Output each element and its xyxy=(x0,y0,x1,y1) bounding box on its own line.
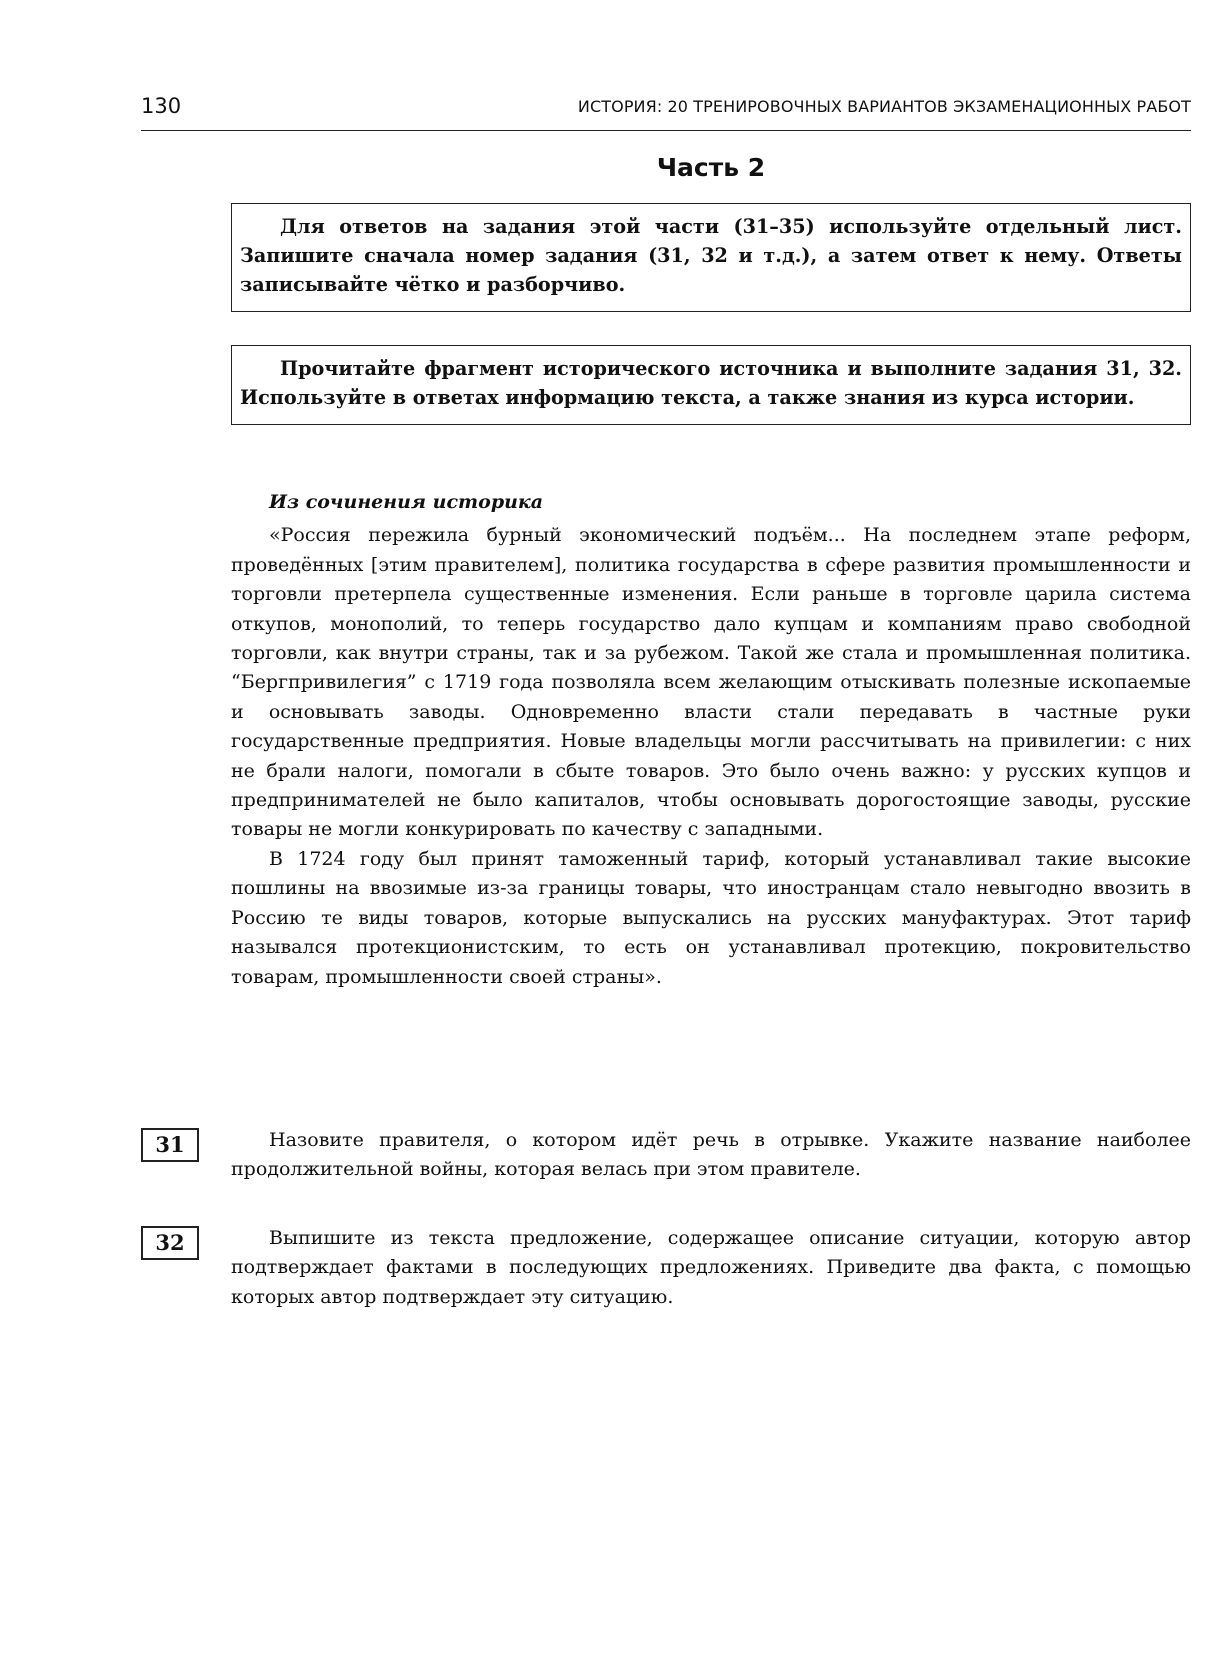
source-paragraph: «Россия пережила бурный экономический подъём... На последнем этапе реформ, проведённых [этим правителем], политика государства в сфере развития промышленности и торговли претерпела существенные изменения. Если раньше в торговле царила система откупов, монополий, то теперь государство дало купцам и компаниям право свободной торговли, как внутри страны, так и за рубежом. Такой же стала и промышленная политика. “Бергпривилегия” с 1719 года позволяла всем желающим отыскивать полезные ископаемые и основывать заводы. Одновременно власти стали передавать в частные руки государственные предприятия. Новые владельцы могли рассчитывать на привилегии: с них не брали налоги, помогали в сбыте товаров. Это было очень важно: у русских купцов и предпринимателей не было капиталов, чтобы основывать дорогостоящие заводы, русские товары не могли конкурировать по качеству с западными. xyxy=(231,524,1191,841)
task-number-box: 31 xyxy=(141,1128,199,1162)
source-paragraph: В 1724 году был принят таможенный тариф, который устанавливал такие высокие пошлины на ввозимые из-за границы товары, что иностранцам стало невыгодно ввозить в Россию те виды товаров, которые выпускались на русских мануфактурах. Этот тариф назывался протекционистским, то есть он устанавливал протекцию, покровительство товарам, промышленности своей страны». xyxy=(231,847,1191,988)
part-title: Часть 2 xyxy=(656,153,766,182)
task-number-box: 32 xyxy=(141,1226,199,1260)
historical-source xyxy=(231,488,1191,992)
page-number: 130 xyxy=(141,94,182,118)
source-instructions-box xyxy=(231,345,1191,425)
answer-instructions-text: Для ответов на задания этой части (31–35) используйте отдельный лист. Запишите сначала номер задания (31, 32 и т.д.), а затем ответ к нему. Ответы записывайте чётко и разборчиво. xyxy=(240,215,1182,296)
book-title: ИСТОРИЯ: 20 ТРЕНИРОВОЧНЫХ ВАРИАНТОВ ЭКЗАМЕНАЦИОННЫХ РАБОТ xyxy=(577,97,1191,116)
running-head xyxy=(141,94,1191,131)
source-heading: Из сочинения историка xyxy=(269,491,544,513)
task-text: Назовите правителя, о котором идёт речь в отрывке. Укажите название наиболее продолжительной войны, которая велась при этом правителе. xyxy=(231,1129,1191,1181)
task-text: Выпишите из текста предложение, содержащее описание ситуации, которую автор подтверждает фактами в последующих предложениях. Приведите два факта, с помощью которых автор подтверждает эту ситуацию. xyxy=(231,1227,1191,1308)
answer-instructions-box xyxy=(231,203,1191,312)
source-instructions-text: Прочитайте фрагмент исторического источника и выполните задания 31, 32. Используйте в ответах информацию текста, а также знания из курса истории. xyxy=(240,357,1182,409)
